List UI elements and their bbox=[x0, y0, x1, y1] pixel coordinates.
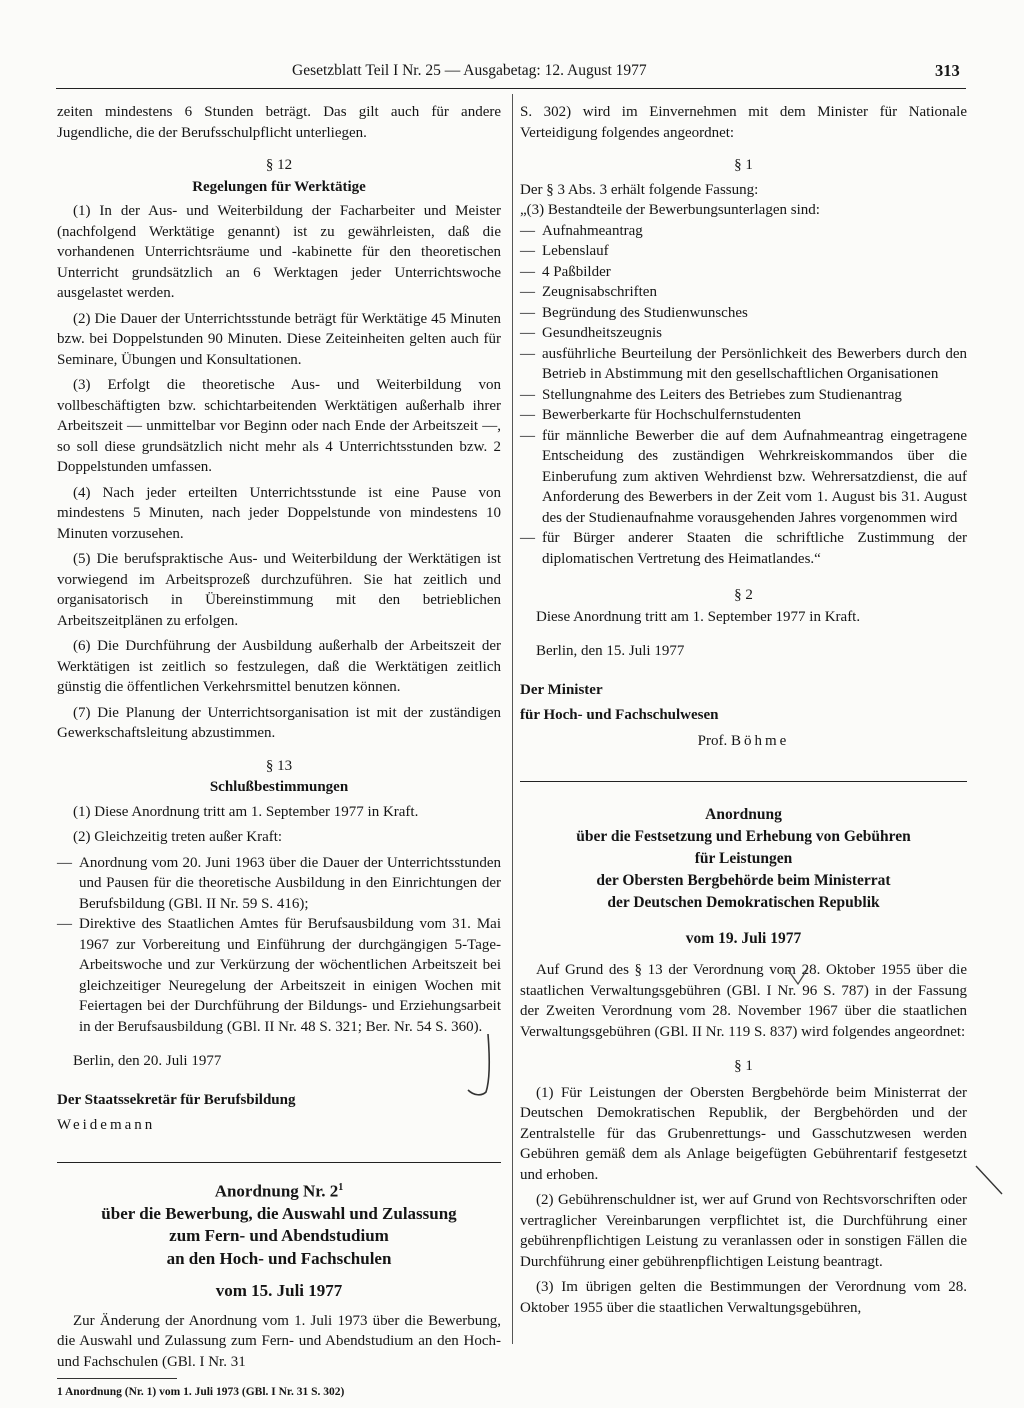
list-item-text: Stellungnahme des Leiters des Betriebes zum Studienantrag bbox=[542, 386, 902, 403]
header-rule bbox=[56, 88, 966, 89]
list-item bbox=[520, 282, 967, 303]
signer bbox=[520, 731, 967, 752]
list-item-text: Gesundheitszeugnis bbox=[542, 325, 662, 341]
dash-marker: — bbox=[520, 222, 535, 239]
document-title-line: Anordnung bbox=[705, 806, 782, 823]
signer-prefix: Prof. bbox=[697, 732, 728, 749]
list-item bbox=[520, 405, 967, 426]
footnote-rule bbox=[57, 1378, 177, 1379]
list-item bbox=[57, 914, 501, 1037]
list-item bbox=[520, 323, 967, 344]
dash-marker: — bbox=[520, 407, 535, 423]
paragraph-13-2: (2) Gleichzeitig treten außer Kraft: bbox=[73, 829, 283, 845]
section-number-2: § 2 bbox=[734, 587, 753, 603]
list-item bbox=[520, 221, 967, 242]
document-separator bbox=[57, 1162, 501, 1163]
dash-marker: — bbox=[520, 386, 535, 403]
section-2-text: Diese Anordnung tritt am 1. September 1977 in Kraft. bbox=[536, 608, 861, 625]
signer-title: Der Staatssekretär für Berufsbildung bbox=[57, 1091, 296, 1108]
document-title-line: an den Hoch- und Fachschulen bbox=[166, 1248, 392, 1268]
document-date: vom 19. Juli 1977 bbox=[685, 930, 802, 947]
quote-heading: „(3) Bestandteile der Bewerbungsunterlagen sind: bbox=[520, 202, 820, 218]
paragraph-12-5: (5) Die berufspraktische Aus- und Weiterbildung der Werktätigen ist vorwiegend im Arbeitsprozeß durchzuführen. Sie hat zeitlich und organisatorisch in Übereinstimmung mit den betrieblichen Arbeitszeitplänen zu erfolgen. bbox=[57, 551, 501, 629]
right-column bbox=[520, 102, 967, 1323]
paragraph-12-2: (2) Die Dauer der Unterrichtsstunde beträgt für Werktätige 45 Minuten bzw. bei Doppelstunden 90 Minuten. Diese Zeiteinheiten gelten auch für Seminare, Übungen und Konsultationen. bbox=[57, 310, 501, 368]
signer-title: für Hoch- und Fachschulwesen bbox=[520, 707, 719, 723]
signer-title: Der Minister bbox=[520, 681, 603, 698]
place-date: Berlin, den 15. Juli 1977 bbox=[536, 643, 685, 659]
dash-marker: — bbox=[520, 427, 535, 444]
list-item-text: für Bürger anderer Staaten die schriftliche Zustimmung der diplomatischen Vertretung des Heimatlandes.“ bbox=[542, 530, 967, 567]
document-title-line: für Leistungen bbox=[694, 850, 793, 867]
list-item bbox=[57, 853, 501, 915]
list-item bbox=[520, 528, 967, 569]
continuation-paragraph: S. 302) wird im Einvernehmen mit dem Minister für Nationale Verteidigung folgendes angeordnet: bbox=[520, 104, 967, 141]
pencil-mark-check bbox=[786, 966, 812, 988]
document-intro: Auf Grund des § 13 der Verordnung vom 28. Oktober 1955 über die staatlichen Verwaltungsgebühren (GBl. I Nr. 96 S. 787) in der Fassung der Zweiten Verordnung vom 28. November 1967 über die staatlichen Verwaltungsgebühren (GBl. II Nr. 119 S. 837) wird folgendes angeordnet: bbox=[520, 962, 967, 1040]
section-heading-13: Schlußbestimmungen bbox=[209, 779, 349, 795]
document-title-line: über die Bewerbung, die Auswahl und Zulassung bbox=[101, 1203, 457, 1223]
list-item-text: Zeugnisabschriften bbox=[542, 284, 657, 300]
section-heading-12: Regelungen für Werktätige bbox=[192, 178, 366, 195]
pencil-mark-slash bbox=[972, 1162, 1012, 1202]
paragraph-12-4: (4) Nach jeder erteilten Unterrichtsstunde ist eine Pause von mindestens 5 Minuten, nach jeder Doppelstunde von mindestens 10 Minuten vorzusehen. bbox=[57, 484, 501, 542]
dash-marker: — bbox=[520, 530, 535, 546]
list-item-text: Bewerberkarte für Hochschulfernstudenten bbox=[542, 407, 802, 423]
dash-marker: — bbox=[57, 916, 72, 932]
document-title-line: der Deutschen Demokratischen Republik bbox=[607, 894, 880, 911]
document-intro: Zur Änderung der Anordnung vom 1. Juli 1973 über die Bewerbung, die Auswahl und Zulassung zum Fern- und Abendstudium an den Hoch- und Fachschulen (GBl. I Nr. 31 bbox=[57, 1312, 501, 1370]
list-item bbox=[520, 262, 967, 283]
section-intro: Der § 3 Abs. 3 erhält folgende Fassung: bbox=[520, 181, 759, 198]
list-item-text: 4 Paßbilder bbox=[542, 263, 611, 280]
document-date: vom 15. Juli 1977 bbox=[215, 1281, 343, 1301]
footnote: 1 Anordnung (Nr. 1) vom 1. Juli 1973 (GBl. I Nr. 31 S. 302) bbox=[57, 1386, 345, 1399]
list-item-text: Direktive des Staatlichen Amtes für Berufsausbildung vom 31. Mai 1967 zur Vorbereitung und Einführung der durchgängigen 5-Tage-Arbeitswoche und zur Verkürzung der wöchentlichen Arbeitszeit bei gleichzeitiger Neuregelung der Arbeitszeit in einigen Wochen mit Feiertagen bei der Durchführung der Bildungs- und Erziehungsarbeit in der Berufsausbildung (GBl. II Nr. 48 S. 321; Ber. Nr. 54 S. 360). bbox=[79, 916, 501, 1035]
dash-marker: — bbox=[520, 243, 535, 259]
list-item bbox=[520, 344, 967, 385]
paragraph-13-1: (1) Diese Anordnung tritt am 1. September 1977 in Kraft. bbox=[73, 803, 419, 820]
dash-marker: — bbox=[57, 854, 72, 871]
list-item-text: Lebenslauf bbox=[542, 243, 609, 259]
paragraph-12-3: (3) Erfolgt die theoretische Aus- und Weiterbildung von vollbeschäftigten bzw. schichtarbeitenden Werktätigen außerhalb ihrer Arbeitszeit — unmittelbar vor Beginn oder nach Ende der Arbeitszeit —, so soll diese grundsätzlich nicht mehr als 4 Unterrichtsstunden bzw. 2 Doppelstunden umfassen. bbox=[57, 377, 501, 475]
paragraph-12-6: (6) Die Durchführung der Ausbildung außerhalb der Arbeitszeit der Werktätigen ist zeitlich so festzulegen, daß die Werktätigen zeitlich günstig die öffentlichen Verkehrsmittel benutzen können. bbox=[57, 638, 501, 695]
section-number-12: § 12 bbox=[265, 157, 293, 173]
pencil-mark-hook bbox=[460, 1030, 500, 1100]
place-date: Berlin, den 20. Juli 1977 bbox=[73, 1053, 222, 1069]
list-item-text: Anordnung vom 20. Juni 1963 über die Dauer der Unterrichtsstunden und Pausen für die theoretische Ausbildung in den Einrichtungen der Berufsbildung (GBl. II Nr. 59 S. 416); bbox=[79, 854, 501, 912]
document-title-main: Anordnung Nr. 2 bbox=[214, 1181, 339, 1201]
section-number-13: § 13 bbox=[265, 757, 293, 774]
page-number: 313 bbox=[935, 61, 960, 80]
paragraph-12-7: (7) Die Planung der Unterrichtsorganisation ist mit der zuständigen Gewerkschaftsleitung abzustimmen. bbox=[57, 704, 501, 741]
list-item-text: Aufnahmeantrag bbox=[542, 222, 643, 239]
dash-marker: — bbox=[520, 304, 535, 321]
paragraph-1-1: (1) Für Leistungen der Obersten Bergbehörde beim Ministerrat der Deutschen Demokratischen Republik, der Bergbehörden und der Zentralstelle für das Grubenrettungs- und Gasschutzwesen werden Gebühren gemäß dem als Anlage beigefügten Gebührentarif festgesetzt und erhoben. bbox=[520, 1084, 967, 1183]
continuation-paragraph: zeiten mindestens 6 Stunden beträgt. Das gilt auch für andere Jugendliche, die der Berufsschulpflicht unterliegen. bbox=[57, 104, 501, 141]
document-title-line: über die Festsetzung und Erhebung von Gebühren bbox=[576, 828, 911, 845]
paragraph-1-3: (3) Im übrigen gelten die Bestimmungen der Verordnung vom 28. Oktober 1955 über die staatlichen Verwaltungsgebühren, bbox=[520, 1279, 967, 1316]
section-number-1: § 1 bbox=[734, 157, 753, 173]
document-separator bbox=[520, 781, 967, 782]
paragraph-12-1: (1) In der Aus- und Weiterbildung der Facharbeiter und Meister (nachfolgend Werktätige genannt) ist zu gewährleisten, daß die vorhandenen Unterrichtsräume und -kabinette für den theoretischen Unterricht grundsätzlich an 6 Werktagen jeder Unterrichtswoche ausgelastet werden. bbox=[57, 203, 501, 301]
list-item-text: Begründung des Studienwunsches bbox=[542, 304, 748, 321]
left-column bbox=[57, 102, 501, 1408]
list-item bbox=[520, 426, 967, 529]
column-divider bbox=[512, 94, 513, 1344]
section-number-1: § 1 bbox=[734, 1058, 753, 1074]
footnote-ref: 1 bbox=[338, 1181, 344, 1193]
list-item bbox=[520, 303, 967, 324]
list-item-text: ausführliche Beurteilung der Persönlichkeit des Bewerbers durch den Betrieb in Abstimmung mit den gesellschaftlichen Organisationen bbox=[542, 345, 967, 382]
list-item bbox=[520, 385, 967, 406]
dash-marker: — bbox=[520, 345, 535, 362]
document-title-line: zum Fern- und Abendstudium bbox=[169, 1226, 389, 1246]
paragraph-1-2: (2) Gebührenschuldner ist, wer auf Grund von Rechtsvorschriften oder vertraglicher Vereinbarungen verpflichtet ist, die Durchführung einer gebührenpflichtigen Leistung zu veranlassen oder in sonstigen Fällen die Durchführung einer gebührenpflichtigen Leistung beantragt. bbox=[520, 1192, 967, 1270]
signer-name: Weidemann bbox=[57, 1117, 156, 1133]
dash-marker: — bbox=[520, 263, 535, 280]
list-item bbox=[520, 241, 967, 262]
dash-marker: — bbox=[520, 325, 535, 341]
list-item-text: für männliche Bewerber die auf dem Aufnahmeantrag eingetragene Entscheidung des zuständigen Wehrkreiskommandos über die Einberufung zum aktiven Wehrdienst bzw. Wehrersatzdienst, die auf Anforderung des Bewerbers in der Zeit vom 1. August bis 31. August des der Studienaufnahme vorausgehenden Jahres vorgenommen wird bbox=[542, 427, 967, 526]
dash-marker: — bbox=[520, 284, 535, 300]
running-header: Gesetzblatt Teil I Nr. 25 — Ausgabetag: 12. August 1977 bbox=[292, 62, 647, 79]
document-title-line: der Obersten Bergbehörde beim Ministerrat bbox=[596, 872, 891, 889]
signer-name: Böhme bbox=[731, 732, 790, 749]
document-title bbox=[57, 1177, 501, 1203]
